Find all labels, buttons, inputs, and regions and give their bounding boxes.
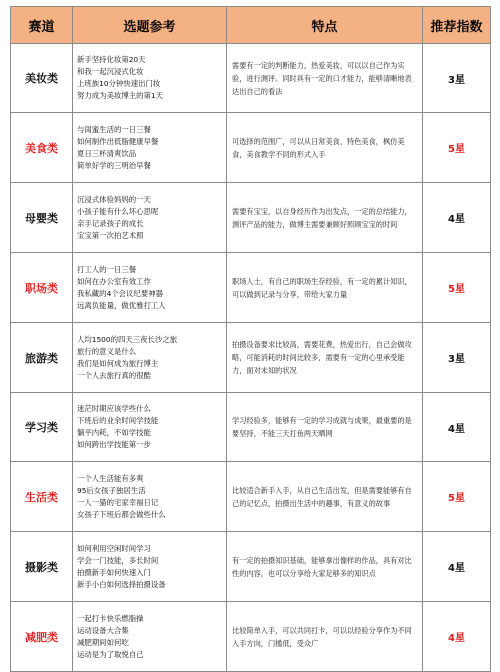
category-cell: 美妆类 bbox=[11, 44, 73, 113]
features-cell: 需要有宝宝，以自身经历作为出发点，一定的总结能力，测评产品的能力，做博主需要兼顾好照顾宝宝的时间 bbox=[227, 183, 423, 253]
topic-item: 努力成为美妆博主的第1天 bbox=[77, 91, 164, 100]
category-cell: 职场类 bbox=[11, 253, 73, 323]
table-row bbox=[11, 253, 491, 323]
topics-cell bbox=[73, 393, 227, 462]
topics-cell bbox=[73, 602, 227, 672]
topic-item: 亲手记录孩子的成长 bbox=[77, 218, 144, 228]
table-row bbox=[11, 532, 491, 602]
topic-item: 我们是如何成为旅行博主 bbox=[77, 358, 159, 368]
category-cell: 生活类 bbox=[11, 462, 73, 532]
features-cell: 比较适合新手入手，从自己生活出发，但是需要能够有自己的记忆点，拍摄出生活中的趣事，有意义的故事 bbox=[227, 462, 423, 532]
topic-item: 下班后的业余时间学技能 bbox=[77, 416, 159, 425]
category-cell: 学习类 bbox=[11, 393, 73, 462]
features-cell: 职场人士，有自己的职场生存经验，有一定的累计知识，可以做到记录与分享，带给大家力量 bbox=[227, 253, 423, 323]
topic-item: 我私藏的4个会议纪要神器 bbox=[77, 288, 164, 298]
category-cell: 减肥类 bbox=[11, 602, 73, 672]
topic-item: 迷茫时期应该学些什么 bbox=[77, 404, 151, 413]
topic-item: 宝宝第一次拍艺术照 bbox=[77, 230, 144, 240]
topic-item: 运动设备大合集 bbox=[77, 625, 129, 635]
rating-cell: 5星 bbox=[423, 462, 491, 532]
rating-cell: 3星 bbox=[423, 44, 491, 113]
topics-cell bbox=[73, 183, 227, 253]
rating-cell: 4星 bbox=[423, 393, 491, 462]
topic-item: 学会一门技能，多长时间 bbox=[77, 555, 159, 565]
rating-cell: 4星 bbox=[423, 602, 491, 672]
features-cell: 学习经验多，能够有一定的学习成就与成果，最重要的是要坚持，不能三天打鱼两天晒网 bbox=[227, 393, 423, 462]
topic-item: 旅行的意义是什么 bbox=[77, 346, 137, 356]
topics-cell bbox=[73, 323, 227, 393]
topics-cell bbox=[73, 44, 227, 113]
topic-item: 女孩子下班后都会做些什么 bbox=[77, 509, 166, 519]
topic-item: 新手坚持化妆第20天 bbox=[77, 55, 146, 64]
table-row bbox=[11, 44, 491, 113]
header-features: 特点 bbox=[227, 7, 423, 44]
topic-item: 沉浸式体验妈妈的一天 bbox=[77, 194, 151, 204]
topic-item: 打工人的一日三餐 bbox=[77, 264, 137, 274]
topics-cell bbox=[73, 532, 227, 602]
topic-item: 一起打卡快乐燃脂操 bbox=[77, 613, 144, 623]
category-cell: 母婴类 bbox=[11, 183, 73, 253]
rating-cell: 3星 bbox=[423, 323, 491, 393]
category-cell: 旅游类 bbox=[11, 323, 73, 393]
table-row bbox=[11, 602, 491, 672]
topics-cell bbox=[73, 113, 227, 183]
topic-item: 一人一猫的宅家幸福日记 bbox=[77, 497, 159, 507]
table-row bbox=[11, 323, 491, 393]
topic-item: 一个人去旅行真的很酷 bbox=[77, 370, 151, 380]
header-track: 赛道 bbox=[11, 7, 73, 44]
features-cell: 可选择的范围广，可以从日常美食，特色美食，枫仿美食，美食教学不同的形式入手 bbox=[227, 113, 423, 183]
topic-item: 减肥期间如何吃 bbox=[77, 637, 129, 647]
features-cell: 比较简单入手，可以共同打卡，可以以经验分享作为不同入手方向，门槛低，受众广 bbox=[227, 602, 423, 672]
topic-item: 上班族10分钟快速出门妆 bbox=[77, 79, 161, 88]
topic-item: 躺平内耗，不如学技能 bbox=[77, 428, 151, 437]
table-row bbox=[11, 462, 491, 532]
features-cell: 拍摄设备要求比较高，需要花费，热爱出行，自己会做攻略，可能消耗的时间比较多，需要有一定的心里承受能力，面对未知的状况 bbox=[227, 323, 423, 393]
topic-item: 95后女孩子独居生活 bbox=[77, 485, 146, 495]
topic-item: 运动是为了取悦自己 bbox=[77, 649, 144, 659]
topic-item: 如何跨出学技能第一步 bbox=[77, 440, 151, 449]
recommendation-table bbox=[10, 6, 491, 672]
category-cell: 摄影类 bbox=[11, 532, 73, 602]
features-cell: 需要有一定的判断能力，热爱美妆，可以以自己作为实验，进行测评。同时具有一定的口才能力，能够清晰地表达出自己的看法 bbox=[227, 44, 423, 113]
topic-item: 小孩子能有什么坏心思呢 bbox=[77, 206, 159, 216]
category-cell: 美食类 bbox=[11, 113, 73, 183]
header-rating: 推荐指数 bbox=[423, 7, 491, 44]
table-row bbox=[11, 393, 491, 462]
topic-item: 与闺蜜生活的一日三餐 bbox=[77, 124, 151, 134]
rating-cell: 5星 bbox=[423, 113, 491, 183]
header-row bbox=[11, 7, 491, 44]
topic-item: 一个人生活能有多爽 bbox=[77, 473, 144, 483]
topic-item: 远离负能量，做优雅打工人 bbox=[77, 300, 166, 310]
topics-cell bbox=[73, 462, 227, 532]
table-row bbox=[11, 183, 491, 253]
topics-cell bbox=[73, 253, 227, 323]
rating-cell: 5星 bbox=[423, 253, 491, 323]
header-topics: 选题参考 bbox=[73, 7, 227, 44]
table-row bbox=[11, 113, 491, 183]
topic-item: 拍摄新手如何快速入门 bbox=[77, 567, 151, 577]
rating-cell: 4星 bbox=[423, 183, 491, 253]
topic-item: 如何制作出低脂健康早餐 bbox=[77, 136, 159, 146]
features-cell: 有一定的拍摄知识基础，能够拿出像样的作品，具有对比性的内容，也可以分享给大家足够多的知识点 bbox=[227, 532, 423, 602]
topic-item: 新手小白如何选择拍摄设备 bbox=[77, 579, 166, 589]
topic-item: 人均1500的四天三夜长沙之旅 bbox=[77, 334, 178, 344]
topic-item: 如何利用空闲时间学习 bbox=[77, 543, 151, 553]
topic-item: 如何在办公室有效工作 bbox=[77, 276, 151, 286]
topic-item: 简单好学的三明治早餐 bbox=[77, 160, 151, 170]
topic-item: 夏日三杯清爽饮品 bbox=[77, 148, 137, 158]
rating-cell: 4星 bbox=[423, 532, 491, 602]
topic-item: 和我一起沉浸式化妆 bbox=[77, 67, 144, 76]
